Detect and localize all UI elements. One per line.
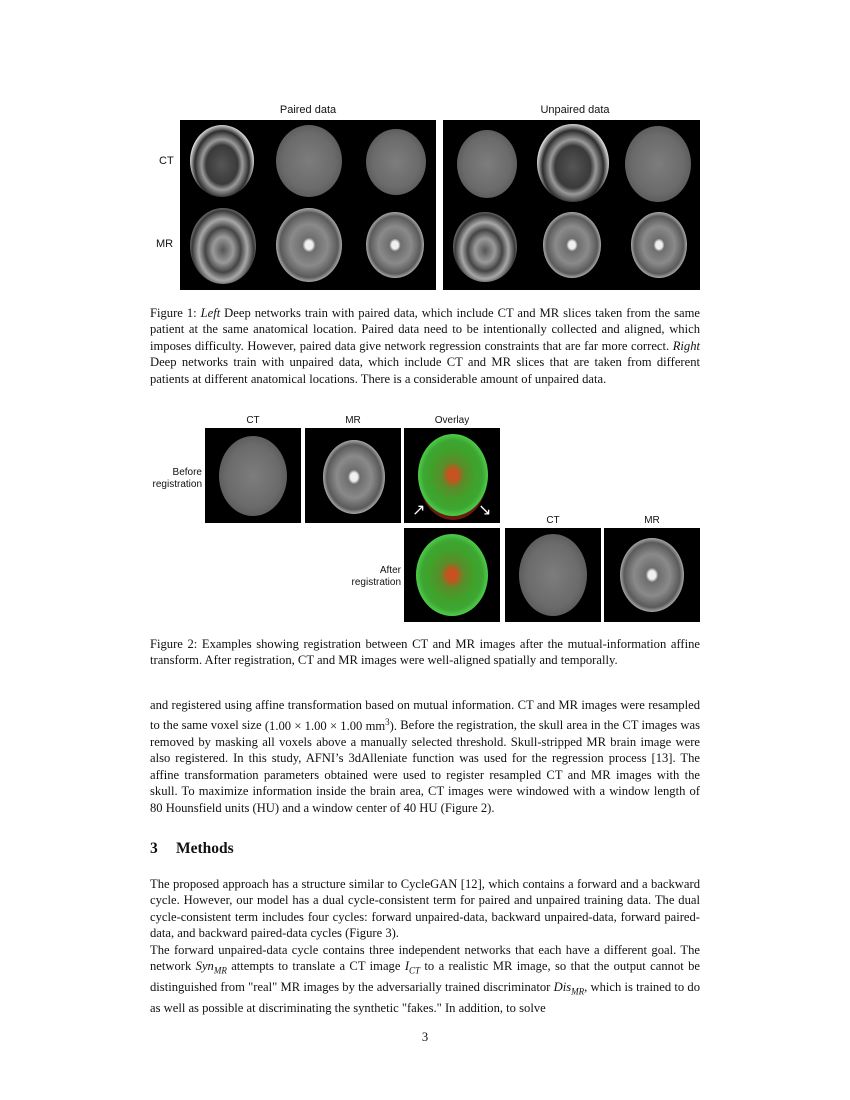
before-ct-image xyxy=(205,428,301,523)
paragraph-forward-cycle xyxy=(150,942,700,1017)
figure-2-caption: Figure 2: Examples showing registration between CT and MR images after the mutual-information affine transform. After registration, CT and MR images were well-aligned spatially and temporally. xyxy=(150,637,700,668)
ict-base: I xyxy=(404,959,410,974)
figure-1-caption-right-word: Right xyxy=(672,338,700,353)
after-ct-scan xyxy=(519,534,587,616)
unpaired-mr-scan-2 xyxy=(543,212,601,278)
dis-mr-symbol xyxy=(553,980,585,997)
after-label-line-2: registration xyxy=(351,577,401,588)
para1-text-a: and registered using affine transformation based on mutual information. CT and MR images were resampled to the same voxel size xyxy=(150,698,700,733)
before-mr-image xyxy=(305,428,401,523)
page-number: 3 xyxy=(421,1030,429,1044)
before-overlay-image xyxy=(404,428,500,523)
paired-ct-scan-1 xyxy=(190,125,254,197)
section-heading xyxy=(150,840,234,858)
before-registration-label xyxy=(150,467,202,491)
para3-text-c: to a realistic MR image, so that the output cannot be distinguished from "real" MR images by the adversarially trained discriminator xyxy=(150,959,701,995)
ict-sub: CT xyxy=(409,965,421,976)
syn-mr-symbol xyxy=(195,959,227,976)
section-title: Methods xyxy=(176,840,234,857)
figure-1-caption xyxy=(150,305,700,387)
misalignment-arrow-left-icon: ↗ xyxy=(412,500,426,519)
paired-mr-scan-2 xyxy=(276,208,342,282)
fig2-after-col-label-mr: MR xyxy=(644,515,660,526)
unpaired-data-panel xyxy=(443,120,700,290)
after-mr-image xyxy=(604,528,700,622)
para3-text-b: attempts to translate a CT image xyxy=(226,959,405,974)
figure-1-caption-prefix: Figure 1: xyxy=(150,306,201,320)
paired-ct-scan-3 xyxy=(366,129,426,195)
syn-sub: MR xyxy=(213,965,227,976)
voxel-size-math xyxy=(264,716,398,733)
figure-1-caption-left-text: Deep networks train with paired data, which include CT and MR slices taken from the same patient at the same anatomical location. Paired data need to be intentionally collected and aligned, which imposes difficulty. However, paired data give network regression constraints that are far more correct. xyxy=(150,306,700,353)
label-paired-data: Paired data xyxy=(279,104,337,116)
voxel-math-base: (1.00 × 1.00 × 1.00 mm xyxy=(264,718,386,733)
row-label-ct: CT xyxy=(159,155,174,167)
figure-1-caption-left-word: Left xyxy=(200,306,221,320)
row-label-mr: MR xyxy=(156,238,174,250)
paired-mr-scan-3 xyxy=(366,212,424,278)
syn-base: Syn xyxy=(195,959,214,974)
after-registration-label xyxy=(345,565,401,589)
paragraph-registration xyxy=(150,697,700,816)
before-label-line-1: Before xyxy=(172,467,202,478)
misalignment-arrow-right-icon: ↘ xyxy=(478,500,492,519)
figure-1-caption-right-text: Deep networks train with unpaired data, which include CT and MR slices that are taken from different patients at different anatomical locations. There is a considerable amount of unpaired data. xyxy=(150,355,700,386)
fig2-col-label-mr: MR xyxy=(345,415,361,426)
before-label-line-2: registration xyxy=(152,479,202,490)
after-ct-image xyxy=(505,528,601,622)
dis-sub: MR xyxy=(571,986,585,997)
section-number: 3 xyxy=(150,840,158,857)
after-overlay-image xyxy=(404,528,500,622)
unpaired-ct-scan-1 xyxy=(457,130,517,198)
unpaired-mr-scan-3 xyxy=(631,212,687,278)
voxel-math-sup: 3 xyxy=(385,716,390,727)
unpaired-ct-scan-2 xyxy=(537,124,609,202)
para3-text-d: , which is trained to do as well as possible at discriminating the synthetic "fakes." In addition, to solve xyxy=(150,980,700,1016)
before-ct-scan xyxy=(219,436,287,516)
para3-text-a: The forward unpaired-data cycle contains three independent networks that each have a different goal. The network xyxy=(150,943,700,974)
fig2-col-label-overlay: Overlay xyxy=(434,415,470,426)
paired-data-panel xyxy=(180,120,436,290)
label-unpaired-data: Unpaired data xyxy=(540,104,610,116)
unpaired-ct-scan-3 xyxy=(625,126,691,202)
i-ct-symbol xyxy=(404,959,421,976)
fig2-col-label-ct: CT xyxy=(246,415,260,426)
paragraph-methods-overview: The proposed approach has a structure similar to CycleGAN [12], which contains a forward and a backward cycle. However, our model has a dual cycle-consistent term for paired and unpaired training data. The dual cycle-consistent term includes four cycles: forward unpaired-data, backward unpaired-data, forward paired-data, and backward paired-data cycles (Figure 3). xyxy=(150,877,700,941)
after-label-line-1: After xyxy=(379,565,401,576)
after-mr-scan xyxy=(620,538,684,612)
after-overlay-scan xyxy=(416,534,488,616)
dis-base: Dis xyxy=(553,980,572,995)
para1-text-b: Before the registration, the skull area in the CT images was removed by masking all voxels above a manually selected threshold. Skull-stripped MR brain image were also registered. In this study, AFNI’s 3dAlleniate function was used for the regression process [13]. The affine transformation parameters obtained were used to register resampled CT and MR images with the skull. To maximize information inside the brain area, CT images were windowed with a window length of 80 Hounsfield units (HU) and a window center of 40 HU (Figure 2). xyxy=(150,718,700,815)
unpaired-mr-scan-1 xyxy=(453,212,517,282)
fig2-after-col-label-ct: CT xyxy=(546,515,560,526)
before-mr-scan xyxy=(323,440,385,514)
voxel-math-end: ). xyxy=(389,718,398,733)
paired-mr-scan-1 xyxy=(190,208,256,284)
paired-ct-scan-2 xyxy=(276,125,342,197)
